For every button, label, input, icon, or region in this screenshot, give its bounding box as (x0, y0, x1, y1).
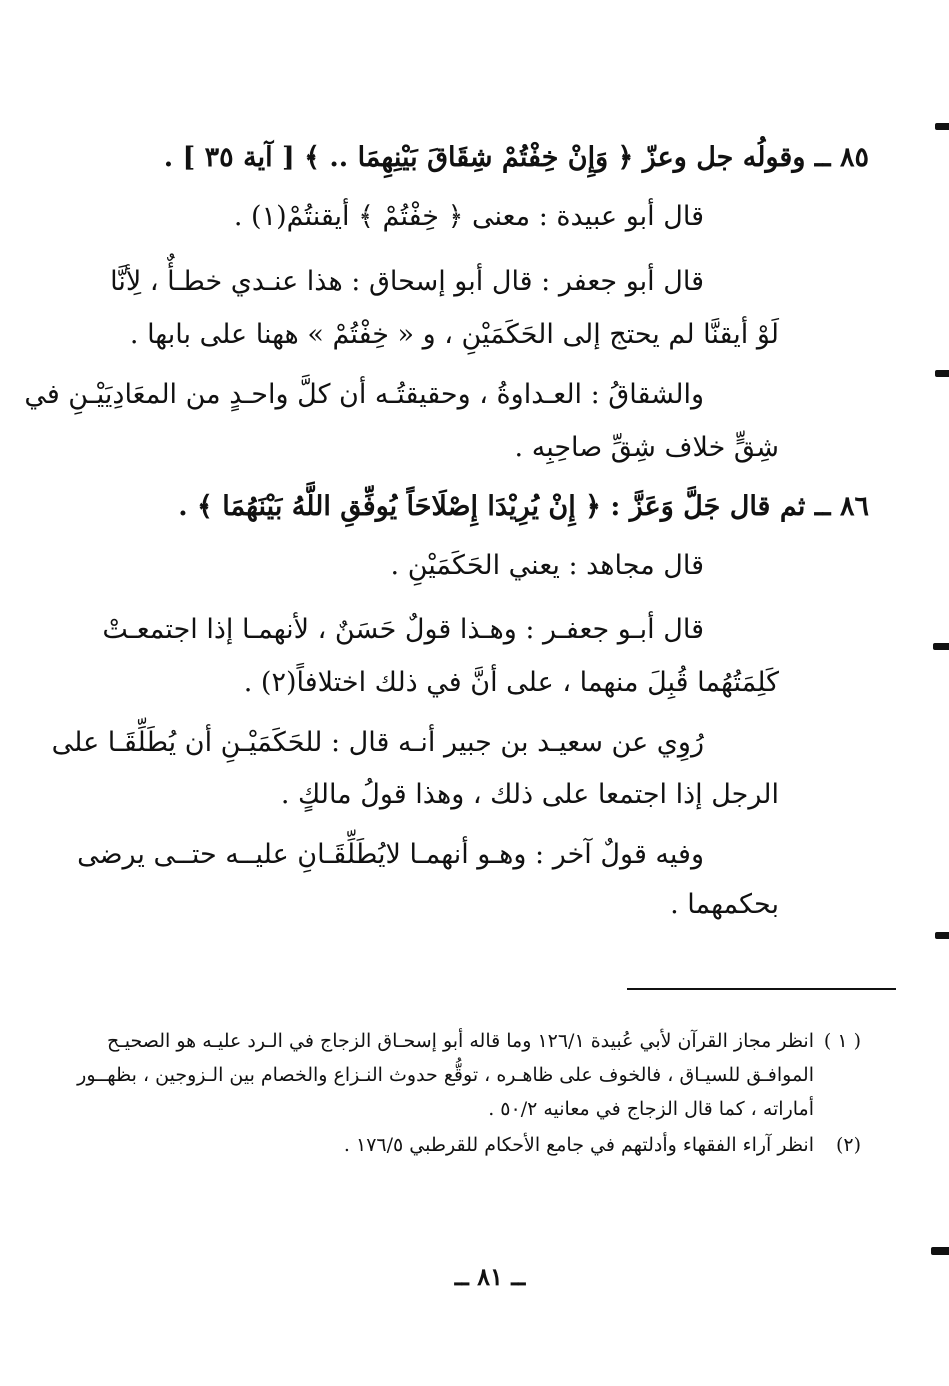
entry-86-line: وفيه قولٌ آخر : وهـو أنهمـا لايُطَلِّقَـانِ عليــه حتــى يرضى (77, 839, 704, 870)
entry-86-line: بحكمهما . (670, 889, 779, 920)
entry-85-heading: ٨٥ ــ وقولُه جل وعزّ ﴿ وَإِنْ خِفْتُمْ شِقَاقَ بَيْنِهِمَا .. ﴾ [ آية ٣٥ ] . (163, 142, 869, 173)
entry-86-heading: ٨٦ ــ ثم قال جَلَّ وَعَزَّ : ﴿ إِنْ يُرِيْدَا إِصْلَاحَاً يُوفِّقِ اللَّهُ بَيْنَهُمَا ﴾ . (178, 491, 869, 522)
entry-85-line: لَوْ أيقنَّا لم يحتج إلى الحَكَمَيْنِ ، و « خِفْتُمْ » ههنا على بابها . (129, 319, 779, 350)
scan-edge-mark (931, 1247, 949, 1255)
entry-85-line: قال أبو عبيدة : معنى ﴿ خِفْتُمْ ﴾ أيقنتُمْ(١) . (233, 201, 704, 232)
entry-86-line: قال مجاهد : يعني الحَكَمَيْنِ . (390, 550, 704, 581)
footnote-1-line: الموافـق للسيـاق ، فالخوف على ظاهـره ، توقُّع حدوث النـزاع والخصام بين الـزوجين ، بظهــور (77, 1064, 814, 1086)
scan-edge-mark (933, 643, 949, 650)
page-number: ــ ٨١ ــ (454, 1262, 526, 1291)
entry-85-line: والشقاقُ : العـداوةُ ، وحقيقتُـه أن كلَّ واحـدٍ من المعَادِيَيْـنِ في (24, 379, 704, 410)
footnote-1-line: أماراته ، كما قال الزجاج في معانيه ٥٠/٢ . (488, 1098, 814, 1120)
scan-edge-mark (935, 370, 949, 377)
footnote-1-marker: ( ١ ) (823, 1030, 861, 1052)
footnote-2-line: انظر آراء الفقهاء وأدلتهم في جامع الأحكام للقرطبي ١٧٦/٥ . (343, 1134, 814, 1156)
footnote-rule (627, 988, 896, 990)
entry-86-line: كَلِمَتُهُما قُبِلَ منهما ، على أنَّ في ذلك اختلافاً(٢) . (243, 667, 779, 698)
entry-85-line: قال أبو جعفر : قال أبو إسحاق : هذا عنـدي خطـأٌ ، لِأنَّا (110, 266, 704, 297)
entry-86-line: الرجل إذا اجتمعا على ذلك ، وهذا قولُ مالكٍ . (280, 779, 779, 810)
entry-86-line: رُوِي عن سعيـد بن جبير أنـه قال : للحَكَمَيْـنِ أن يُطَلِّقَـا على (51, 727, 704, 758)
scan-edge-mark (935, 932, 949, 939)
footnote-1-line: انظر مجاز القرآن لأبي عُبيدة ١٢٦/١ وما قاله أبو إسحـاق الزجاج في الـرد عليـه هو الصحيـح (106, 1030, 814, 1052)
footnote-2-marker: (٢) (835, 1134, 861, 1156)
entry-86-line: قال أبـو جعفـر : وهـذا قولٌ حَسَنٌ ، لأنهمـا إذا اجتمعـتْ (102, 614, 704, 645)
entry-85-line: شِقٍّ خلاف شِقِّ صاحِبِه . (514, 432, 779, 463)
scan-edge-mark (935, 123, 949, 130)
